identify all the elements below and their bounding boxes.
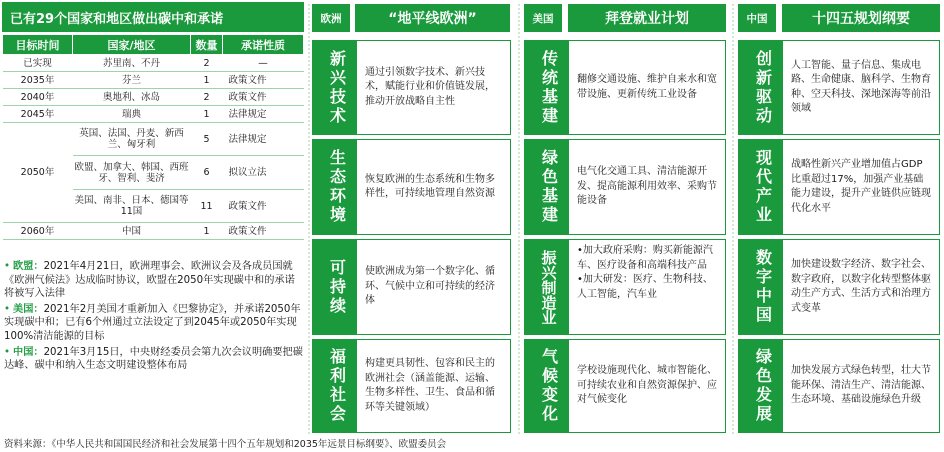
eu-label-3: 可持续 bbox=[312, 239, 362, 335]
cell-count: 1 bbox=[191, 72, 223, 89]
bullet-icon: • bbox=[4, 303, 11, 315]
us-desc-4: 学校设施现代化、城市智能化、可持续农业和自然资源保护、应对气候变化 bbox=[568, 339, 726, 433]
cn-label-3: 数字中国 bbox=[738, 239, 788, 335]
cn-tag: 中国 bbox=[738, 4, 776, 32]
cn-desc-2: 战略性新兴产业增加值占GDP比重超过17%，加强产业基础能力建设，提升产业链供应链现代化水平 bbox=[782, 139, 940, 235]
cell-countries: 英国、法国、丹麦、新西兰、匈牙利 bbox=[73, 123, 191, 156]
eu-label-4: 福利社会 bbox=[312, 339, 362, 433]
cell-countries: 瑞典 bbox=[73, 106, 191, 123]
us-desc-2: 电气化交通工具、清洁能源开发、提高能源利用效率、采购节能设备 bbox=[568, 139, 726, 235]
cell-time: 2045年 bbox=[3, 106, 73, 123]
us-tag: 美国 bbox=[524, 4, 562, 32]
eu-label-1: 新兴技术 bbox=[312, 40, 362, 135]
us-label-3: 振兴制造业 bbox=[524, 239, 574, 335]
table-header-row bbox=[3, 35, 304, 55]
cn-desc-4: 加快发展方式绿色转型，壮大节能环保、清洁生产、清洁能源、生态环境、基础设施绿色升级 bbox=[782, 339, 940, 433]
table-row bbox=[3, 55, 304, 72]
cell-count: 11 bbox=[191, 190, 223, 223]
cell-countries: 苏里南、不丹 bbox=[73, 55, 191, 72]
cell-count: 1 bbox=[191, 223, 223, 240]
cn-title: 十四五规划纲要 bbox=[782, 4, 940, 32]
eu-tag: 欧洲 bbox=[312, 4, 350, 32]
us-title: 拜登就业计划 bbox=[568, 4, 726, 32]
table-row bbox=[3, 123, 304, 156]
table-row bbox=[3, 89, 304, 106]
cn-desc-3: 加快建设数字经济、数字社会、数字政府，以数字化转型整体驱动生产方式、生活方式和治理方式变革 bbox=[782, 239, 940, 335]
note-text: 2021年3月15日，中央财经委员会第九次会议明确要把碳达峰、碳中和纳入生态文明建设整体布局 bbox=[4, 346, 303, 372]
table-row bbox=[3, 72, 304, 89]
cell-time: 2035年 bbox=[3, 72, 73, 89]
cell-time: 已实现 bbox=[3, 55, 73, 72]
note-who: 中国 bbox=[13, 346, 34, 358]
bullet-icon: • bbox=[4, 261, 11, 272]
eu-desc-2: 恢复欧洲的生态系统和生物多样性，可持续地管理自然资源 bbox=[356, 139, 511, 235]
cell-countries: 美国、南非、日本、德国等11国 bbox=[73, 190, 191, 223]
us-label-4: 气候变化 bbox=[524, 339, 574, 433]
cn-desc-1: 人工智能、量子信息、集成电路、生命健康、脑科学、生物育种、空天科技、深地深海等前沿领域 bbox=[782, 40, 940, 135]
cell-nature: 政策文件 bbox=[223, 89, 304, 106]
note-who: 欧盟 bbox=[13, 261, 34, 272]
table-row bbox=[3, 106, 304, 123]
note-cn: • 中国：2021年3月15日，中央财经委员会第九次会议明确要把碳达峰、碳中和纳入生态文明建设整体布局 bbox=[4, 346, 303, 372]
cell-countries: 中国 bbox=[73, 223, 191, 240]
eu-desc-3: 使欧洲成为第一个数字化、循环、气候中立和可持续的经济体 bbox=[356, 239, 511, 335]
col-header-count: 数量 bbox=[191, 35, 223, 55]
cell-count: 6 bbox=[191, 156, 223, 190]
notes-list bbox=[4, 260, 304, 375]
col-header-time: 目标时间 bbox=[3, 35, 73, 55]
cell-nature: 政策文件 bbox=[223, 190, 304, 223]
cn-label-4: 绿色发展 bbox=[738, 339, 788, 433]
eu-label-2: 生态环境 bbox=[312, 139, 362, 235]
cell-count: 2 bbox=[191, 55, 223, 72]
cell-time: 2040年 bbox=[3, 89, 73, 106]
cell-count: 5 bbox=[191, 123, 223, 156]
us-desc-1: 翻修交通设施、维护自来水和宽带设施、更新传统工业设备 bbox=[568, 40, 726, 135]
cell-nature: 法律规定 bbox=[223, 123, 304, 156]
cell-countries: 奥地利、冰岛 bbox=[73, 89, 191, 106]
eu-title: “地平线欧洲” bbox=[355, 4, 510, 32]
us-label-1: 传统基建 bbox=[524, 40, 574, 135]
note-us: • 美国：2021年2月美国才重新加入《巴黎协定》，并承诺2050年实现碳中和；已有6个州通过立法设定了到2045年或2050年实现100%清洁能源的目标 bbox=[4, 303, 301, 342]
cell-nature: 政策文件 bbox=[223, 72, 304, 89]
cell-nature: 法律规定 bbox=[223, 106, 304, 123]
divider bbox=[732, 4, 734, 434]
col-header-nature: 承诺性质 bbox=[223, 35, 304, 55]
bullet-icon: • bbox=[4, 346, 11, 358]
col-header-country: 国家/地区 bbox=[73, 35, 191, 55]
cell-count: 1 bbox=[191, 106, 223, 123]
cell-time: 2060年 bbox=[3, 223, 73, 240]
cn-label-1: 创新驱动 bbox=[738, 40, 788, 135]
us-label-2: 绿色基建 bbox=[524, 139, 574, 235]
cell-nature: 政策文件 bbox=[223, 223, 304, 240]
source-note: 资料来源：《中华人民共和国国民经济和社会发展第十四个五年规划和2035年远景目标纲要》、欧盟委员会 bbox=[4, 439, 447, 450]
cell-time: 2050年 bbox=[3, 123, 73, 223]
divider bbox=[308, 4, 310, 434]
table-row bbox=[3, 223, 304, 240]
left-section-title: 已有29个国家和地区做出碳中和承诺 bbox=[2, 2, 304, 32]
us-desc-3: •加大政府采购：购买新能源汽车、医疗设备和高端科技产品 •加大研发：医疗、生物科技、人工智能，汽车业 bbox=[568, 239, 726, 335]
note-who: 美国 bbox=[13, 303, 34, 315]
note-text: 2021年4月21日，欧洲理事会、欧洲议会及各成员国就《欧洲气候法》达成临时协议，欧盟在2050年实现碳中和的承诺将被写入法律 bbox=[4, 261, 295, 300]
note-text: 2021年2月美国才重新加入《巴黎协定》，并承诺2050年实现碳中和；已有6个州通过立法设定了到2045年或2050年实现100%清洁能源的目标 bbox=[4, 303, 301, 342]
eu-desc-1: 通过引领数字技术、新兴技术，赋能行业和价值链发展，推动开放战略自主性 bbox=[356, 40, 511, 135]
cell-count: 2 bbox=[191, 89, 223, 106]
cell-nature: 拟议立法 bbox=[223, 156, 304, 190]
cell-countries: 芬兰 bbox=[73, 72, 191, 89]
cell-nature: — bbox=[223, 55, 304, 72]
cell-countries: 欧盟、加拿大、韩国、西班牙、智利、斐济 bbox=[73, 156, 191, 190]
note-eu: • 欧盟：2021年4月21日，欧洲理事会、欧洲议会及各成员国就《欧洲气候法》达成临时协议，欧盟在2050年实现碳中和的承诺将被写入法律 bbox=[4, 261, 295, 300]
eu-desc-4: 构建更具韧性、包容和民主的欧洲社会（涵盖能源、运输、生物多样性、卫生、食品和循环等关键领域） bbox=[356, 339, 511, 433]
divider bbox=[518, 4, 520, 434]
cn-label-2: 现代产业 bbox=[738, 139, 788, 235]
carbon-neutral-table bbox=[2, 34, 304, 240]
